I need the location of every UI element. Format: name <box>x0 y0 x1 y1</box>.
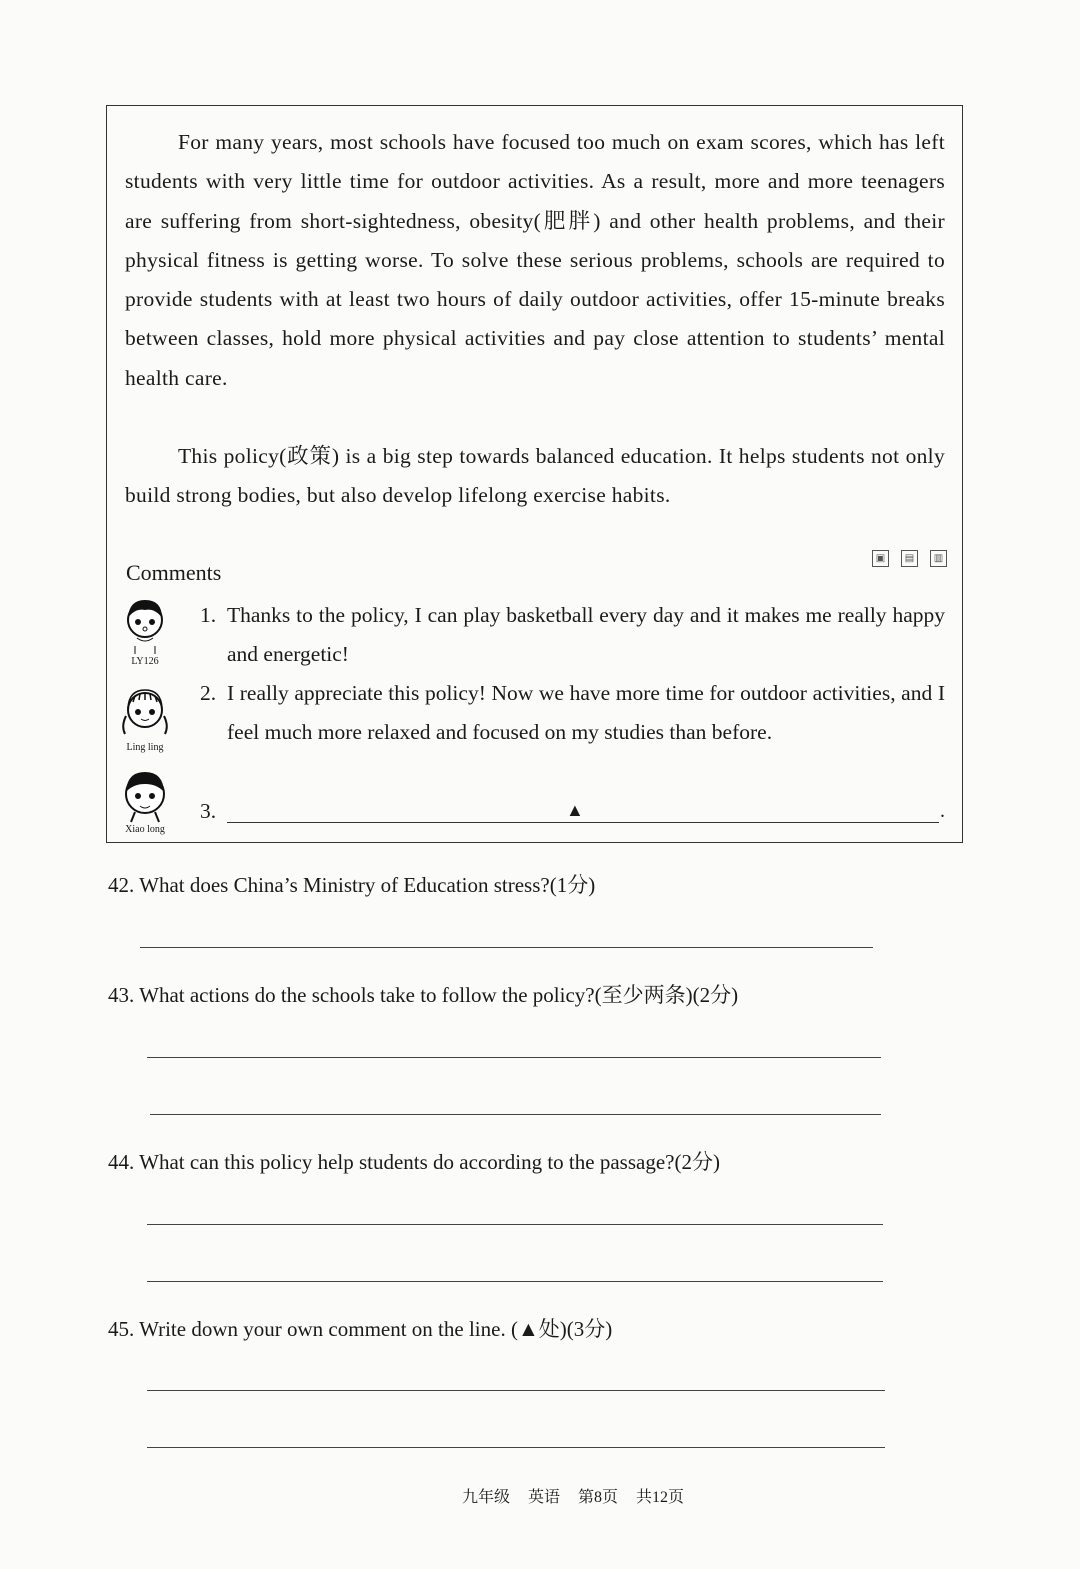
share-icons <box>872 550 947 567</box>
boy-face-icon <box>117 594 173 656</box>
page-footer: 九年级 英语 第8页 共12页 <box>462 1489 685 1506</box>
passage-paragraph-2: This policy(政策) is a big step towards balanced education. It helps students not only build strong bodies, but also develop lifelong exercise habits. <box>125 444 945 508</box>
question-44: 44. What can this policy help students do according to the passage?(2分) <box>108 1150 720 1174</box>
question-45: 45. Write down your own comment on the line. (▲处)(3分) <box>108 1317 613 1341</box>
comment-3-blank[interactable] <box>227 822 939 823</box>
girl-face-icon <box>117 682 173 742</box>
comment-number: 3. <box>200 799 217 823</box>
avatar-girl <box>114 682 176 754</box>
answer-line-44-2[interactable] <box>147 1281 883 1282</box>
comment-2 <box>200 674 945 752</box>
avatar-name: Ling ling <box>126 742 164 753</box>
triangle-marker-icon: ▲ <box>566 800 584 820</box>
comment-number: 1. <box>200 603 217 627</box>
boy-face-icon <box>117 766 173 824</box>
qr-icon: ▥ <box>930 550 947 567</box>
comment-number: 2. <box>200 681 217 705</box>
comment-3-period: . <box>940 800 945 822</box>
avatar-boy-1 <box>114 594 176 668</box>
comment-1 <box>200 596 945 674</box>
qr-icon: ▣ <box>872 550 889 567</box>
comment-text: Thanks to the policy, I can play basketball every day and it makes me really happy and energetic! <box>227 603 945 666</box>
answer-line-44-1[interactable] <box>147 1224 883 1225</box>
passage-paragraph-1: For many years, most schools have focused too much on exam scores, which has left students with very little time for outdoor activities. As a result, more and more teenagers are suffering from short-sightedness, obesity(肥胖) and other health problems, and their physical fitness is getting worse. To solve these serious problems, schools are required to provide students with at least two hours of daily outdoor activities, offer 15-minute breaks between classes, hold more physical activities and pay close attention to students’ mental health care. <box>125 130 945 390</box>
answer-line-45-1[interactable] <box>147 1390 885 1391</box>
avatar-name: Xiao long <box>125 824 165 835</box>
question-43: 43. What actions do the schools take to follow the policy?(至少两条)(2分) <box>108 983 739 1007</box>
comments-title: Comments <box>126 560 222 585</box>
answer-line-42[interactable] <box>140 947 873 948</box>
answer-line-43-2[interactable] <box>150 1114 881 1115</box>
avatar-boy-2 <box>114 766 176 836</box>
answer-line-43-1[interactable] <box>147 1057 881 1058</box>
question-42: 42. What does China’s Ministry of Education stress?(1分) <box>108 873 596 897</box>
answer-line-45-2[interactable] <box>147 1447 885 1448</box>
avatar-name: LY126 <box>131 656 159 667</box>
qr-icon: ▤ <box>901 550 918 567</box>
comment-text: I really appreciate this policy! Now we have more time for outdoor activities, and I feel much more relaxed and focused on my studies than before. <box>227 681 945 744</box>
